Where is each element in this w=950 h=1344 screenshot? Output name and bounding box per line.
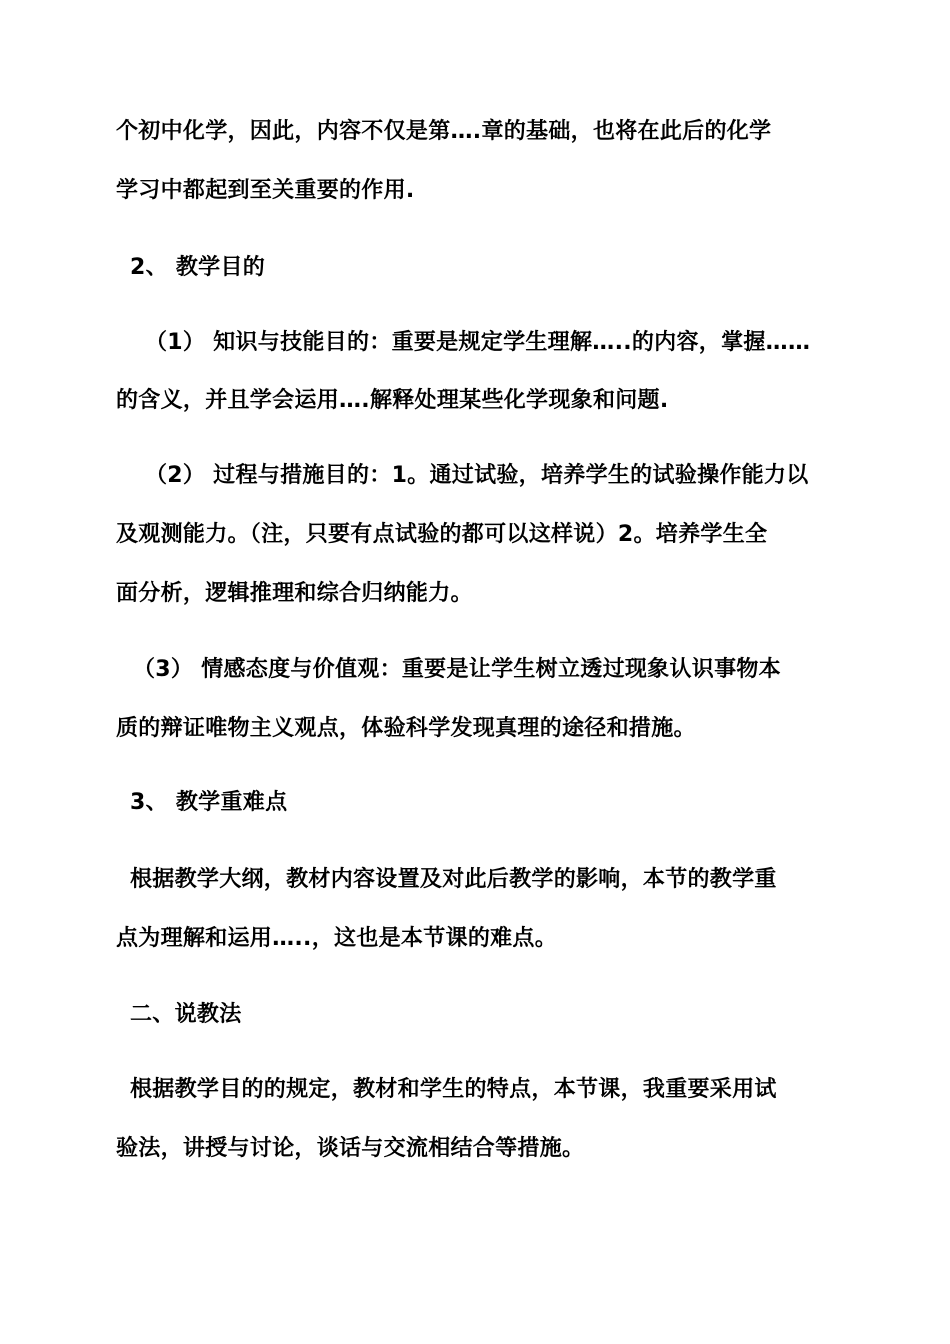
text-line-13: 点为理解和运用…..，这也是本节课的难点。 [116, 926, 558, 951]
text-line-12: 根据教学大纲，教材内容设置及对此后教学的影响，本节的教学重 [130, 867, 777, 892]
text-line-5: 的含义，并且学会运用….解释处理某些化学现象和问题. [116, 388, 669, 413]
text-line-process-goal: （2） 过程与措施目的：1。通过试验，培养学生的试验操作能力以 [145, 463, 809, 488]
text-line-1: 个初中化学，因此，内容不仅是第….章的基础，也将在此后的化学 [116, 119, 772, 144]
text-line-15: 根据教学目的的规定，教材和学生的特点，本节课，我重要采用试 [130, 1077, 777, 1102]
text-line-10: 质的辩证唯物主义观点，体验科学发现真理的途径和措施。 [116, 716, 696, 741]
text-line-16: 验法，讲授与讨论，谈话与交流相结合等措施。 [116, 1136, 585, 1161]
section-heading-key-points: 3、 教学重难点 [130, 790, 288, 815]
text-line-7: 及观测能力。（注，只要有点试验的都可以这样说）2。培养学生全 [116, 522, 768, 547]
text-line-knowledge-goal: （1） 知识与技能目的：重要是规定学生理解…..的内容，掌握…… [145, 330, 811, 355]
section-heading-teaching-method: 二、说教法 [130, 1002, 242, 1027]
section-heading-teaching-goals: 2、 教学目的 [130, 255, 266, 280]
text-line-emotion-goal: （3） 情感态度与价值观：重要是让学生树立透过现象认识事物本 [133, 657, 781, 682]
text-line-8: 面分析，逻辑推理和综合归纳能力。 [116, 581, 473, 606]
text-line-2: 学习中都起到至关重要的作用. [116, 178, 415, 203]
